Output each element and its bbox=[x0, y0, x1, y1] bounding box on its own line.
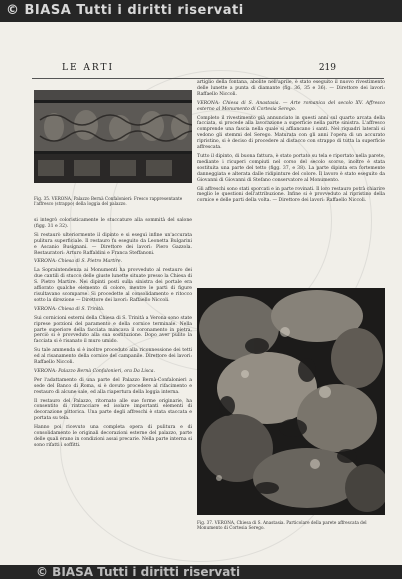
caption-figure-right: Fig. 37. VERONA, Chiesa di S. Anastasia. Particolare della parete affrescata del Monumento di Cortesia Serego. bbox=[197, 520, 367, 531]
right-paragraph: Tutto il dipinto, di buona fattura, è stato portato su tela e riportato nella parete, mediante i ricuperi compiuti nel corso del secolo scorso, inoltre è stata sostituita una parte del tetto (figg. 37, e 38). La parte dipinta era fortemente danneggiata e alterata dalle ridipinture del colore. Il lavoro è stato eseguito da Giovanni di Giovanni di Stefano conservatore al Monumento. bbox=[197, 153, 385, 183]
left-paragraph: La Sopraintendenza ai Monumenti ha provveduto al restauro dei due cantili di stucco delle giuste lunette situate presso la Chiesa di S. Pietro Martire. Nei dipinti posti sulla sinistra dei portale era affiorato qualche elemento di colore, mentre le parti di figure risultavano scomparse. Si procedette al consolidamento e ritocco sotto la direzione — Direttore dei lavori: Raffaello Niccoli. bbox=[34, 268, 192, 303]
left-paragraph: Il restauro del Palazzo, ritornato alle sue forme originarie, ha consentito di rintracciare ed isolare importanti elementi di decorazione pittorica. Una parte degli affreschi è stata staccata e portata su tela. bbox=[34, 398, 192, 422]
caption-figure-top: Fig. 35. VERONA, Palazzo Bernà Confalonieri: Fresco rappresentante l'affresco (strappo) della loggia del palazzo. bbox=[34, 196, 183, 207]
right-text-column bbox=[197, 80, 385, 207]
journal-title: LE ARTI bbox=[62, 63, 115, 73]
bottom-watermark-band bbox=[0, 565, 402, 579]
watermark-text-top: © BIASA Tutti i diritti riservati bbox=[6, 3, 244, 18]
left-paragraph: Su tale ammenda si è inoltre proceduto alla riconnessione dei tetti ed al risanamento della cornice del campanile. Direttore dei lavori: Raffaello Niccoli. bbox=[34, 348, 192, 366]
fresco-photo-right-art bbox=[197, 288, 385, 515]
left-paragraph: Sui cornicioni esterni della Chiesa di S. Trinità a Verona sono state riprese porzioni del paramento e della cornice terminale. Nella parte superiore della facciata mancava il coronamento in pietra, perciò si è provveduto alla sua sostituzione. Dopo aver pulito la facciata si è risanato il muro umido. bbox=[34, 315, 192, 345]
running-header bbox=[34, 63, 384, 77]
left-text-column bbox=[34, 218, 192, 452]
left-paragraph: si integrò coloristicamente le stuccature alla sommità del salone (figg. 31 e 32). bbox=[34, 218, 192, 229]
section-heading: VERONA: Chiesa di S. Anastasia. — Arte romanica del secolo XV. Affresco esterno al Monumento di Cortesia Serego. bbox=[197, 100, 385, 112]
right-paragraph: Gli affreschi sono stati sporcati e in parte rovinati. Il loro restauro potrà chiarire meglio le questioni dell'attribuzione. Infine si è provveduto al ripristino della cornice e delle parti della volta. — Direttore dei lavori: Raffaello Niccoli. bbox=[197, 186, 386, 204]
fresco-photo-right bbox=[197, 288, 385, 515]
page-number: 219 bbox=[318, 63, 336, 73]
right-paragraph: Completo il rivestimento già annunciato in questi anni sul quarto arcata della facciata, si procede alla lavorazione a superficie nella parte sinistra. L'affresco comprende una fascia nella quale si affiancano i santi. Nei riquadri laterali si vedono gli stemmi del Serego. Maturata con gli anni l'opera di un accurato ripristino, si è deciso di procedere al distacco con strappo di tutta la superficie affrescata. bbox=[197, 115, 385, 151]
section-heading: VERONA: Chiesa di S. Pietro Martire. bbox=[34, 259, 123, 265]
header-rule bbox=[32, 78, 384, 79]
top-watermark-band bbox=[0, 0, 402, 22]
left-paragraph: Si restaurò ulteriormente il dipinto e si eseguì infine un'accurata pulitura superficiale. Il restauro fu eseguito da Leonetta Bulgarini e Ascanio Busignani. — Direttore dei lavori: Piero Gazzola. Restauratori: Arturo Raffaldini e Franca Steffanoni. bbox=[34, 232, 192, 256]
left-paragraph: Hanno poi ricevuto una completa opera di pulitura e di consolidamento le originali decorazioni esterne del palazzo, parte delle quali erano in condizioni assai precarie. Nella parte interna si sono rifatti i soffitti. bbox=[34, 425, 192, 448]
section-heading: VERONA: Chiesa di S. Trinità. bbox=[34, 306, 105, 312]
left-paragraph: Per l'adattamento di una parte del Palazzo Bernà-Confalonieri a sede del Banco di Roma, si è dovuto procedere al rifacimento e restauro di alcune sale, ed alla riapertura della loggia interna. bbox=[34, 377, 192, 395]
section-heading: VERONA: Palazzo Bernà Confalonieri, ora Da Lisca. bbox=[34, 368, 155, 374]
right-paragraph: artiglio della fontana, abolite nell'aprile, è stato eseguito il nuovo rivestimento delle lunette a punta di diamante (fig. 36, 35 e 36). — Direttore dei lavori: Raffaello Niccoli. bbox=[197, 80, 385, 97]
watermark-text-bottom: © BIASA Tutti i diritti riservati bbox=[36, 565, 241, 579]
fresco-photo-top bbox=[34, 90, 192, 183]
fresco-photo-top-art bbox=[34, 90, 192, 183]
